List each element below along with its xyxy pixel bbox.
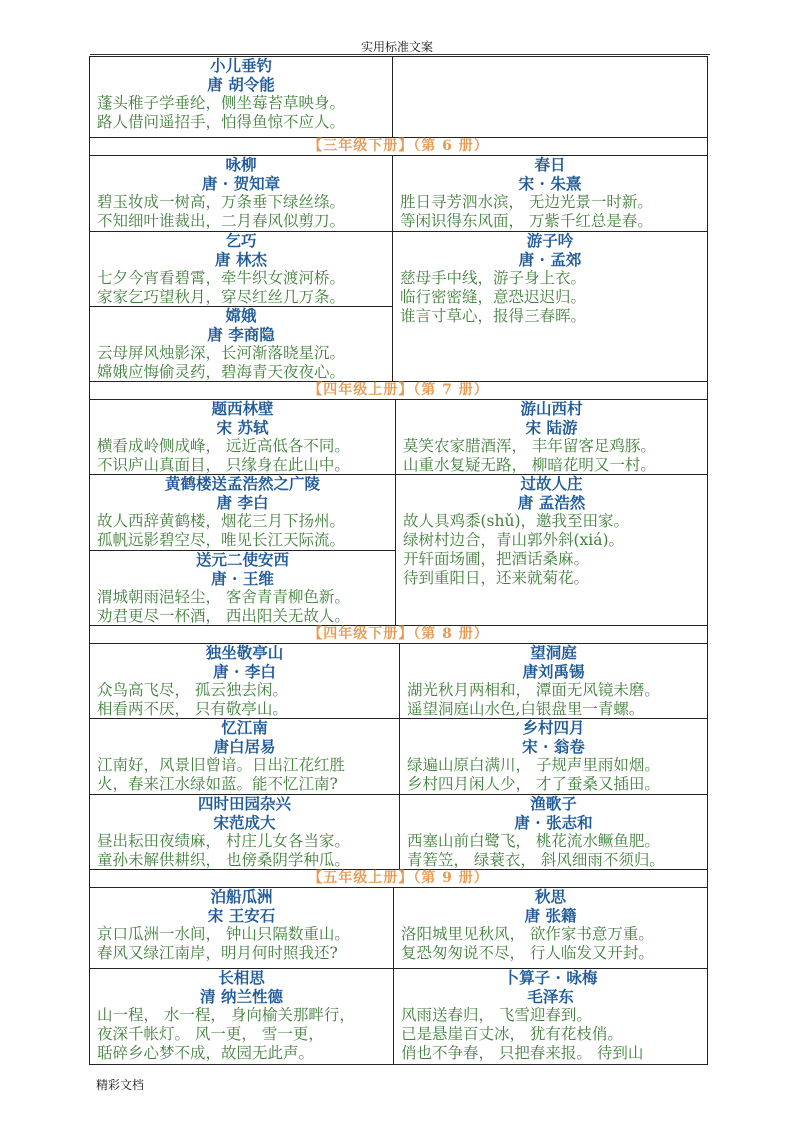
poem-author: 唐白居易 [213,737,276,756]
column-right [394,888,707,1064]
poem-cell-youshanxicun [396,400,707,474]
poem-line: 青箬笠， 绿蓑衣， 斜风细雨不须归。 [407,851,665,869]
poem-line: 乡村四月闲人少， 才了蚕桑又插田。 [407,775,660,793]
poem-title: 渔歌子 [530,794,577,813]
poem-line: 蓬头稚子学垂纶，侧坐莓苔草映身。 [97,94,346,112]
poem-title: 乞巧 [225,231,257,250]
poem-title: 春日 [534,155,566,174]
poem-cell-change [90,306,392,381]
poem-title: 独坐敬亭山 [205,643,284,662]
poem-line: 洛阳城里见秋风， 欲作家书意万重。 [401,925,654,943]
poem-author: 唐 · 孟郊 [518,250,582,269]
poem-line: 湖光秋月两相和， 潭面无风镜未磨。 [407,681,660,699]
poem-title: 游子吟 [526,231,574,250]
poem-title: 黄鹤楼送孟浩然之广陵 [164,474,320,493]
poem-line: 横看成岭侧成峰， 远近高低各不同。 [97,437,350,455]
empty-cell [393,57,707,137]
poem-line: 家家乞巧望秋月，穿尽红丝几万条。 [97,288,346,306]
poem-author: 唐 · 张志和 [514,813,593,832]
column-left [90,644,400,869]
poem-line: 聒碎乡心梦不成，故园无此声。 [97,1044,315,1062]
poem-cell-songyuaner [90,550,395,625]
poem-line: 胜日寻芳泗水滨， 无边光景一时新。 [400,193,653,211]
poem-title: 望洞庭 [530,643,577,662]
poem-line: 碧玉妆成一树高，万条垂下绿丝绦。 [97,193,346,211]
poem-line: 故人西辞黄鹤楼，烟花三月下扬州。 [97,512,346,530]
poem-title: 忆江南 [221,718,268,737]
poem-cell-sishi [90,794,399,869]
poem-line: 绿树村边合，青山郭外斜(xiá)。 [403,531,625,549]
poem-line: 不知细叶谁裁出，二月春风似剪刀。 [97,212,346,230]
poem-author: 清 纳兰性德 [200,987,283,1006]
poem-line: 火，春来江水绿如蓝。能不忆江南? [97,775,338,793]
poem-author: 唐 胡令能 [207,75,275,94]
poem-author: 唐 李商隐 [207,325,275,344]
poem-line: 渭城朝雨浥轻尘， 客舍青青柳色新。 [97,588,350,606]
poem-author: 宋 陆游 [525,418,578,437]
grade-section-heading: 【三年级下册】（第 6 册） [90,137,707,155]
poem-line: 等闲识得东风面， 万紫千红总是春。 [400,212,653,230]
poem-line: 童孙未解供耕织， 也傍桑阴学种瓜。 [97,851,350,869]
poem-title: 秋思 [534,887,566,906]
poem-cell-wangdongting [400,644,707,718]
poem-title: 卜算子 · 咏梅 [503,968,598,987]
poem-title: 嫦娥 [225,306,257,325]
page-header: 实用标准文案 [360,40,433,54]
poem-cell-changxiangsi [90,968,393,1064]
poem-line: 不识庐山真面目， 只缘身在此山中。 [97,456,350,474]
poem-line: 七夕今宵看碧霄，牵牛织女渡河桥。 [97,269,346,287]
table-row [90,399,707,625]
column-left [90,156,393,381]
column-left [90,400,396,625]
poem-cell-qiqiao [90,231,392,306]
poem-line: 云母屏风烛影深，长河渐落晓星沉。 [97,344,346,362]
poem-cell-youziyin [393,231,707,381]
header-rule [90,54,710,55]
poem-line: 劝君更尽一杯酒， 西出阳关无故人。 [97,607,350,625]
poem-author: 唐 张籍 [524,906,577,925]
poem-title: 题西林壁 [211,399,274,418]
poem-line: 京口瓜洲一水间， 钟山只隔数重山。 [97,925,350,943]
poem-author: 宋 苏轼 [216,418,269,437]
table-row [90,643,707,869]
poem-line: 昼出耘田夜绩麻， 村庄儿女各当家。 [97,832,350,850]
poem-cell-bochuan [90,888,393,968]
poem-line: 谁言寸草心，报得三春晖。 [400,307,587,325]
poem-cell-xiangcun [400,718,707,794]
poem-line: 慈母手中线，游子身上衣。 [400,269,587,287]
poem-line: 春风又绿江南岸，明月何时照我还? [97,944,338,962]
poem-cell-xiaoer [90,57,393,137]
poem-author: 毛泽东 [527,987,574,1006]
poem-title: 咏柳 [225,155,257,174]
poem-title: 乡村四月 [522,718,585,737]
column-left [90,888,394,1064]
poem-title: 过故人庄 [520,474,583,493]
column-right [396,400,707,625]
poem-line: 西塞山前白鹭飞， 桃花流水鳜鱼肥。 [407,832,660,850]
column-right [400,644,707,869]
poem-line: 山重水复疑无路， 柳暗花明又一村。 [403,456,656,474]
poem-line: 夜深千帐灯。 风一更， 雪一更， [97,1025,324,1043]
poem-line: 众鸟高飞尽， 孤云独去闲。 [97,681,288,699]
poem-author: 唐 · 王维 [211,569,274,588]
poem-author: 唐 李白 [216,493,269,512]
poem-title: 游山西村 [520,399,583,418]
table-row [90,57,707,137]
poem-cell-yugezi [400,794,707,869]
poem-author: 唐刘禹锡 [522,662,585,681]
poem-author: 宋 · 朱熹 [518,174,582,193]
poem-author: 唐 林杰 [215,250,267,269]
poem-cell-busuanzi [394,968,707,1064]
poem-title: 小儿垂钓 [209,56,272,75]
poem-line: 复恐匆匆说不尽， 行人临发又开封。 [401,944,654,962]
poem-line: 开轩面场圃，把酒话桑麻。 [403,550,590,568]
poem-line: 已是悬崖百丈冰， 犹有花枝俏。 [401,1025,623,1043]
poem-cell-chunri [393,156,707,231]
poem-cell-qiusi [394,888,707,968]
column-right [393,156,707,381]
poem-title: 送元二使安西 [195,550,289,569]
grade-section-heading: 【五年级上册】（第 9 册） [90,869,707,887]
grade-section-heading: 【四年级下册】（第 8 册） [90,625,707,643]
poem-line: 故人具鸡黍(shǔ)，邀我至田家。 [403,512,630,530]
poem-cell-guogurenzhuang [396,474,707,625]
poem-cell-tixilin [90,400,395,474]
grade-section-heading: 【四年级上册】（第 7 册） [90,381,707,399]
poem-line: 风雨送春归， 飞雪迎春到。 [401,1006,592,1024]
poem-line: 遥望洞庭山水色,白银盘里一青螺。 [407,700,645,718]
poem-line: 相看两不厌， 只有敬亭山。 [97,700,288,718]
poem-author: 唐 孟浩然 [517,493,586,512]
poem-title: 四时田园杂兴 [197,794,291,813]
poem-author: 唐 · 贺知章 [201,174,281,193]
poem-line: 临行密密缝，意恐迟迟归。 [400,288,587,306]
poem-line: 孤帆远影碧空尽，唯见长江天际流。 [97,531,346,549]
poem-line: 绿遍山原白满川， 子规声里雨如烟。 [407,756,660,774]
poem-line: 江南好，风景旧曾谙。日出江花红胜 [97,756,346,774]
poem-cell-yijiangnan [90,718,399,794]
page-footer: 精彩文档 [96,1078,145,1092]
poem-line: 路人借问遥招手，怕得鱼惊不应人。 [97,113,346,131]
poem-line: 嫦娥应悔偷灵药，碧海青天夜夜心。 [97,363,346,381]
table-row [90,155,707,381]
table-row [90,887,707,1064]
poem-author: 宋 王安石 [207,906,276,925]
poem-author: 宋 · 翁卷 [522,737,585,756]
poem-line: 俏也不争春， 只把春来报。 待到山 [401,1044,644,1062]
poem-line: 莫笑农家腊酒浑， 丰年留客足鸡豚。 [403,437,656,455]
poem-cell-huanghelou [90,474,395,550]
poem-author: 宋范成大 [213,813,276,832]
poem-cell-duzuo [90,644,399,718]
poem-line: 待到重阳日，还来就菊花。 [403,569,590,587]
poem-title: 泊船瓜洲 [210,887,273,906]
poem-author: 唐 · 李白 [213,662,276,681]
poem-title: 长相思 [218,968,265,987]
poem-table [89,56,708,1065]
poem-line: 山一程， 水一程， 身向榆关那畔行， [97,1006,355,1024]
poem-cell-yongliu [90,156,392,231]
